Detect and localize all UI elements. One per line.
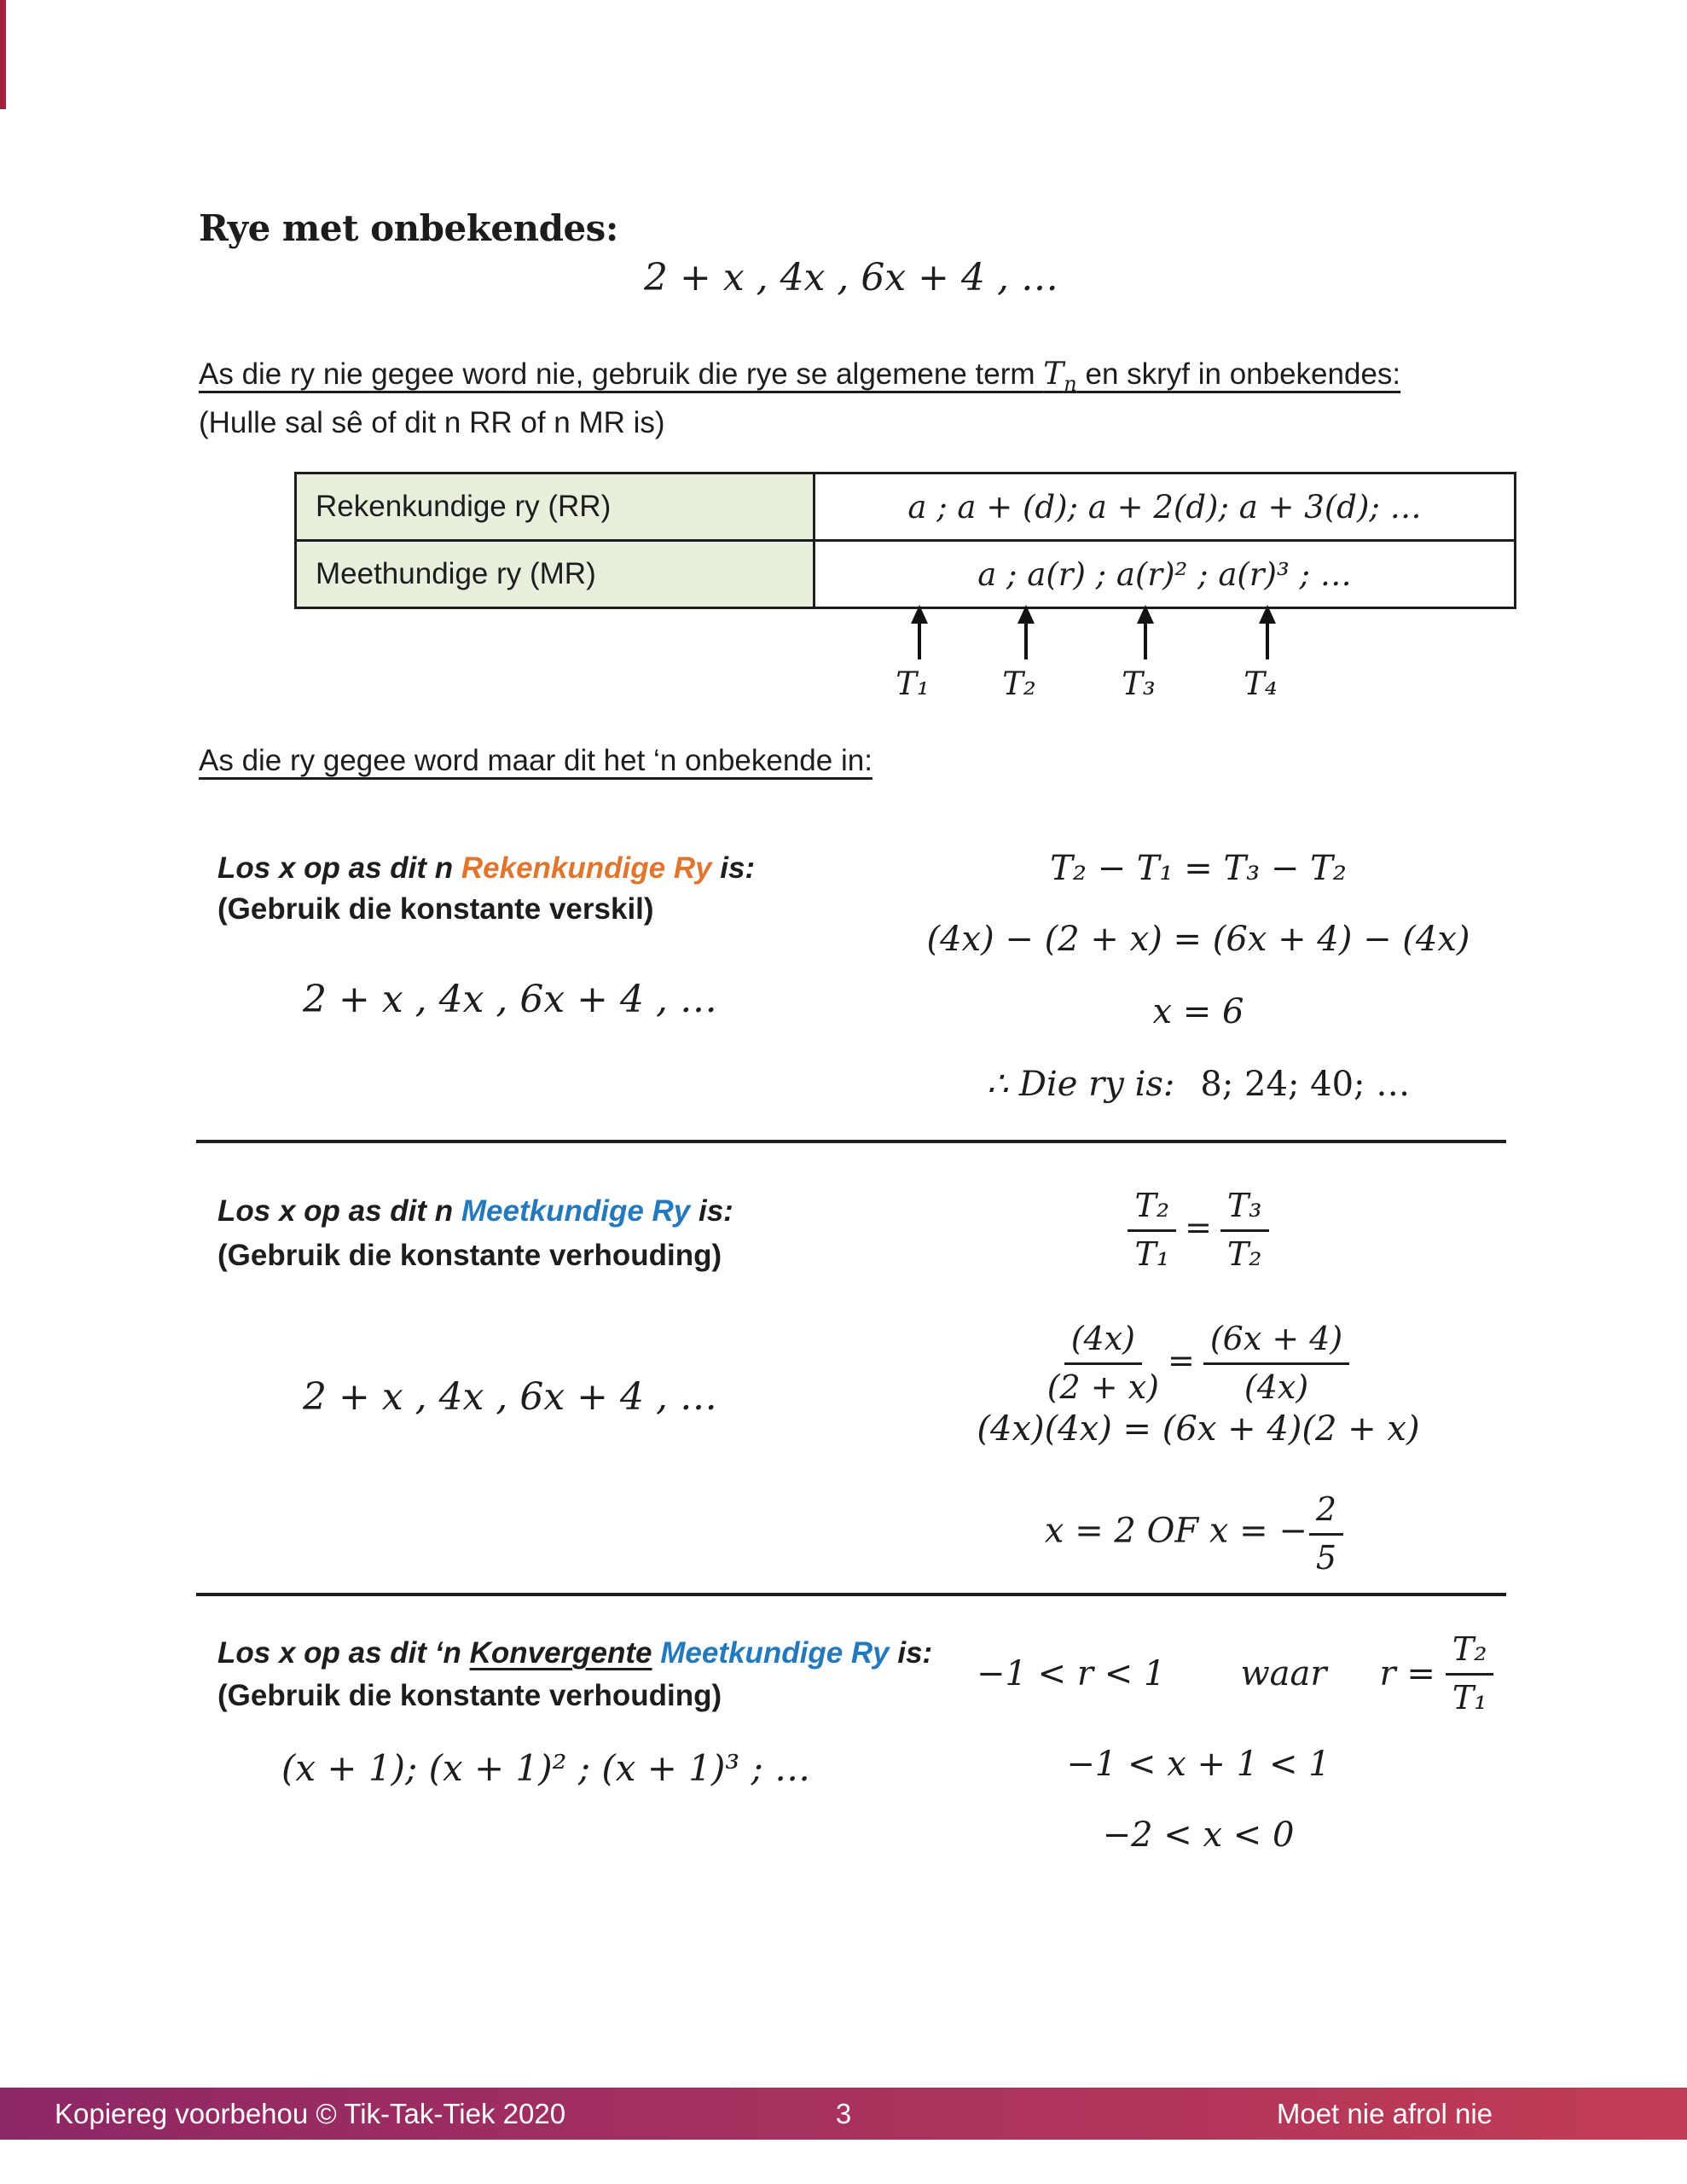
intro-heading-tail: en skryf in onbekendes: [1076, 357, 1401, 391]
section2-label-post: is: [690, 1194, 733, 1228]
section2-eq2 [897, 1321, 1499, 1406]
up-arrow-icon [1137, 605, 1154, 659]
section2-label-pre: Los x op as dit n [217, 1194, 461, 1228]
section-divider [196, 1593, 1506, 1596]
section2-label [217, 1194, 733, 1228]
arrow-stem [1024, 624, 1028, 659]
fraction [1128, 1188, 1176, 1273]
waar-word: waar [1240, 1654, 1327, 1694]
section3-label-accent: Meetkundige Ry [652, 1636, 890, 1670]
footer-note: Moet nie afrol nie [1276, 2097, 1493, 2129]
fraction-denominator: T₁ [1134, 1234, 1170, 1273]
row-formula-cell: a ; a + (d); a + 2(d); a + 3(d); … [815, 473, 1516, 541]
arrow-stem [1144, 624, 1147, 659]
arrow-stem [918, 624, 921, 659]
page-title: Rye met onbekendes: [199, 207, 618, 249]
section3-note: (Gebruik die konstante verhouding) [217, 1679, 722, 1712]
arrow-head [1259, 605, 1276, 624]
section2-eq3: (4x)(4x) = (6x + 4)(2 + x) [977, 1409, 1420, 1449]
section3-label-underlined: Konvergente [469, 1636, 652, 1670]
fraction-numerator: T₃ [1220, 1188, 1269, 1232]
arrow-head [1137, 605, 1154, 624]
row-label-cell: Rekenkundige ry (RR) [296, 473, 815, 541]
fraction-numerator: (4x) [1064, 1321, 1142, 1365]
term-label-t1: T₁ [896, 665, 930, 702]
fraction [1220, 1188, 1269, 1273]
intro-heading [199, 357, 1400, 396]
fraction [1203, 1321, 1349, 1406]
fraction-numerator: T₂ [1128, 1188, 1176, 1232]
fraction-numerator: 2 [1309, 1491, 1343, 1536]
top-sequence-formula: 2 + x , 4x , 6x + 4 , … [644, 256, 1058, 299]
section-divider [196, 1140, 1506, 1143]
section1-eq1: T₂ − T₁ = T₃ − T₂ [1050, 849, 1347, 888]
up-arrow-icon [1017, 605, 1035, 659]
fraction-numerator: T₂ [1446, 1631, 1494, 1676]
page-edge-mark [0, 0, 6, 109]
section1-label-pre: Los x op as dit n [217, 851, 461, 885]
fraction [1446, 1631, 1494, 1716]
section2-note: (Gebruik die konstante verhouding) [217, 1239, 722, 1272]
row-formula-cell: a ; a(r) ; a(r)² ; a(r)³ ; … [815, 541, 1516, 608]
section1-result [897, 1065, 1499, 1104]
section2-eq4-pre: x = 2 OF x = − [1044, 1511, 1307, 1551]
term-T-subscript: n [1064, 372, 1077, 397]
term-label-t4: T₄ [1244, 665, 1278, 702]
fraction [1309, 1491, 1343, 1577]
fraction-denominator: T₁ [1452, 1678, 1487, 1716]
footer-copyright: Kopiereg voorbehou © Tik-Tak-Tiek 2020 [55, 2097, 566, 2129]
section3-ineq3: −2 < x < 0 [1102, 1815, 1295, 1855]
section2-sequence: 2 + x , 4x , 6x + 4 , … [303, 1375, 717, 1419]
arrow-stem [1266, 624, 1269, 659]
section3-ineq1 [977, 1631, 1502, 1716]
section3-label-pre: Los x op as dit ‘n [217, 1636, 470, 1670]
table-row-geometric [296, 541, 1516, 608]
section3-label [217, 1636, 932, 1670]
section1-sequence: 2 + x , 4x , 6x + 4 , … [303, 978, 717, 1021]
table-row-arithmetic [296, 473, 1516, 541]
r-equals: r = [1379, 1654, 1435, 1694]
equals-sign: = [1167, 1341, 1195, 1380]
arrow-head [1017, 605, 1035, 624]
fraction [1047, 1321, 1159, 1406]
footer-page-number: 3 [835, 2097, 852, 2129]
section1-label-post: is: [711, 851, 756, 885]
section2-label-accent: Meetkundige Ry [461, 1194, 691, 1228]
intro-heading-text: As die ry nie gegee word nie, gebruik die rye se algemene term [199, 357, 1044, 391]
row-label-cell: Meethundige ry (MR) [296, 541, 815, 608]
section2-eq4 [897, 1491, 1499, 1577]
section1-result-pre: ∴ Die ry is: [986, 1065, 1175, 1104]
fraction-denominator: (4x) [1244, 1368, 1309, 1406]
fraction-denominator: T₂ [1226, 1234, 1262, 1273]
term-label-t2: T₂ [1002, 665, 1036, 702]
section3-sequence: (x + 1); (x + 1)² ; (x + 1)³ ; … [281, 1747, 811, 1789]
equals-sign: = [1185, 1208, 1212, 1246]
fraction-denominator: 5 [1315, 1538, 1337, 1577]
up-arrow-icon [1259, 605, 1276, 659]
footer-bar [0, 2088, 1687, 2140]
term-T-letter: T [1043, 357, 1064, 392]
term-label-t3: T₃ [1122, 665, 1156, 702]
section2-eq1 [897, 1188, 1499, 1273]
section1-label [217, 851, 755, 886]
section3-ineq2: −1 < x + 1 < 1 [1066, 1745, 1330, 1784]
section1-note: (Gebruik die konstante verskil) [217, 892, 654, 926]
sequence-types-table [294, 472, 1516, 609]
fraction-numerator: (6x + 4) [1203, 1321, 1349, 1365]
given-heading: As die ry gegee word maar dit het ‘n onbekende in: [199, 744, 872, 777]
section3-label-post: is: [889, 1636, 933, 1670]
section1-eq3: x = 6 [1152, 992, 1244, 1031]
up-arrow-icon [911, 605, 928, 659]
section1-label-accent: Rekenkundige Ry [461, 851, 712, 885]
section1-result-value: 8; 24; 40; … [1200, 1065, 1411, 1104]
section1-eq2: (4x) − (2 + x) = (6x + 4) − (4x) [926, 920, 1470, 959]
fraction-denominator: (2 + x) [1046, 1368, 1159, 1406]
general-term-symbol [1043, 357, 1077, 397]
intro-note: (Hulle sal sê of dit n RR of n MR is) [199, 406, 665, 439]
arrow-head [911, 605, 928, 624]
r-range-inequality: −1 < r < 1 [977, 1654, 1166, 1694]
